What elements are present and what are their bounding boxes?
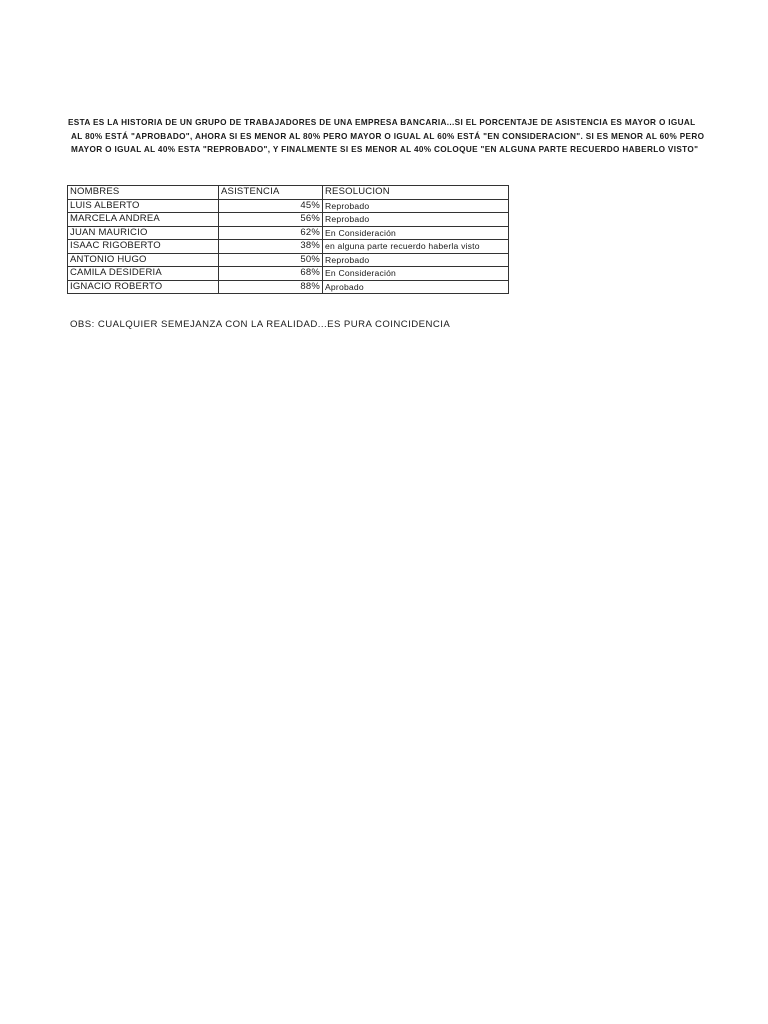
cell-attendance: 45% <box>219 199 323 213</box>
cell-attendance: 50% <box>219 253 323 267</box>
cell-name: MARCELA ANDREA <box>68 213 219 227</box>
table-row <box>68 199 509 213</box>
table-row <box>68 280 509 294</box>
header-resolution: RESOLUCION <box>323 186 509 200</box>
cell-name: ANTONIO HUGO <box>68 253 219 267</box>
cell-resolution: Reprobado <box>323 213 509 227</box>
cell-attendance: 38% <box>219 240 323 254</box>
cell-resolution: En Consideración <box>323 267 509 281</box>
table-row <box>68 213 509 227</box>
observation-note: OBS: CUALQUIER SEMEJANZA CON LA REALIDAD...ES PURA COINCIDENCIA <box>70 319 451 330</box>
cell-resolution: En Consideración <box>323 226 509 240</box>
cell-name: IGNACIO ROBERTO <box>68 280 219 294</box>
cell-resolution: Reprobado <box>323 253 509 267</box>
cell-resolution: en alguna parte recuerdo haberla visto <box>323 240 509 254</box>
table-row <box>68 253 509 267</box>
header-attendance: ASISTENCIA <box>219 186 323 200</box>
cell-name: JUAN MAURICIO <box>68 226 219 240</box>
intro-paragraph <box>68 116 705 157</box>
table-row <box>68 240 509 254</box>
intro-line-1: ESTA ES LA HISTORIA DE UN GRUPO DE TRABAJADORES DE UNA EMPRESA BANCARIA...SI EL PORCENTAJE DE ASISTENCIA ES MAYOR O IGUAL <box>68 118 696 127</box>
cell-attendance: 68% <box>219 267 323 281</box>
header-names: NOMBRES <box>68 186 219 200</box>
intro-line-2: AL 80% ESTÁ "APROBADO", AHORA SI ES MENOR AL 80% PERO MAYOR O IGUAL AL 60% ESTÁ "EN CONSIDERACION". SI ES MENOR AL 60% PERO <box>71 131 705 141</box>
cell-resolution: Aprobado <box>323 280 509 294</box>
cell-name: ISAAC RIGOBERTO <box>68 240 219 254</box>
table-header-row <box>68 186 509 200</box>
intro-line-3: MAYOR O IGUAL AL 40% ESTA "REPROBADO", Y FINALMENTE SI ES MENOR AL 40% COLOQUE "EN ALGUNA PARTE RECUERDO HABERLO VISTO" <box>71 145 699 154</box>
cell-attendance: 62% <box>219 226 323 240</box>
cell-name: LUIS ALBERTO <box>68 199 219 213</box>
table-row <box>68 226 509 240</box>
table-row <box>68 267 509 281</box>
cell-attendance: 56% <box>219 213 323 227</box>
cell-attendance: 88% <box>219 280 323 294</box>
cell-name: CAMILA DESIDERIA <box>68 267 219 281</box>
cell-resolution: Reprobado <box>323 199 509 213</box>
attendance-table <box>67 185 509 294</box>
